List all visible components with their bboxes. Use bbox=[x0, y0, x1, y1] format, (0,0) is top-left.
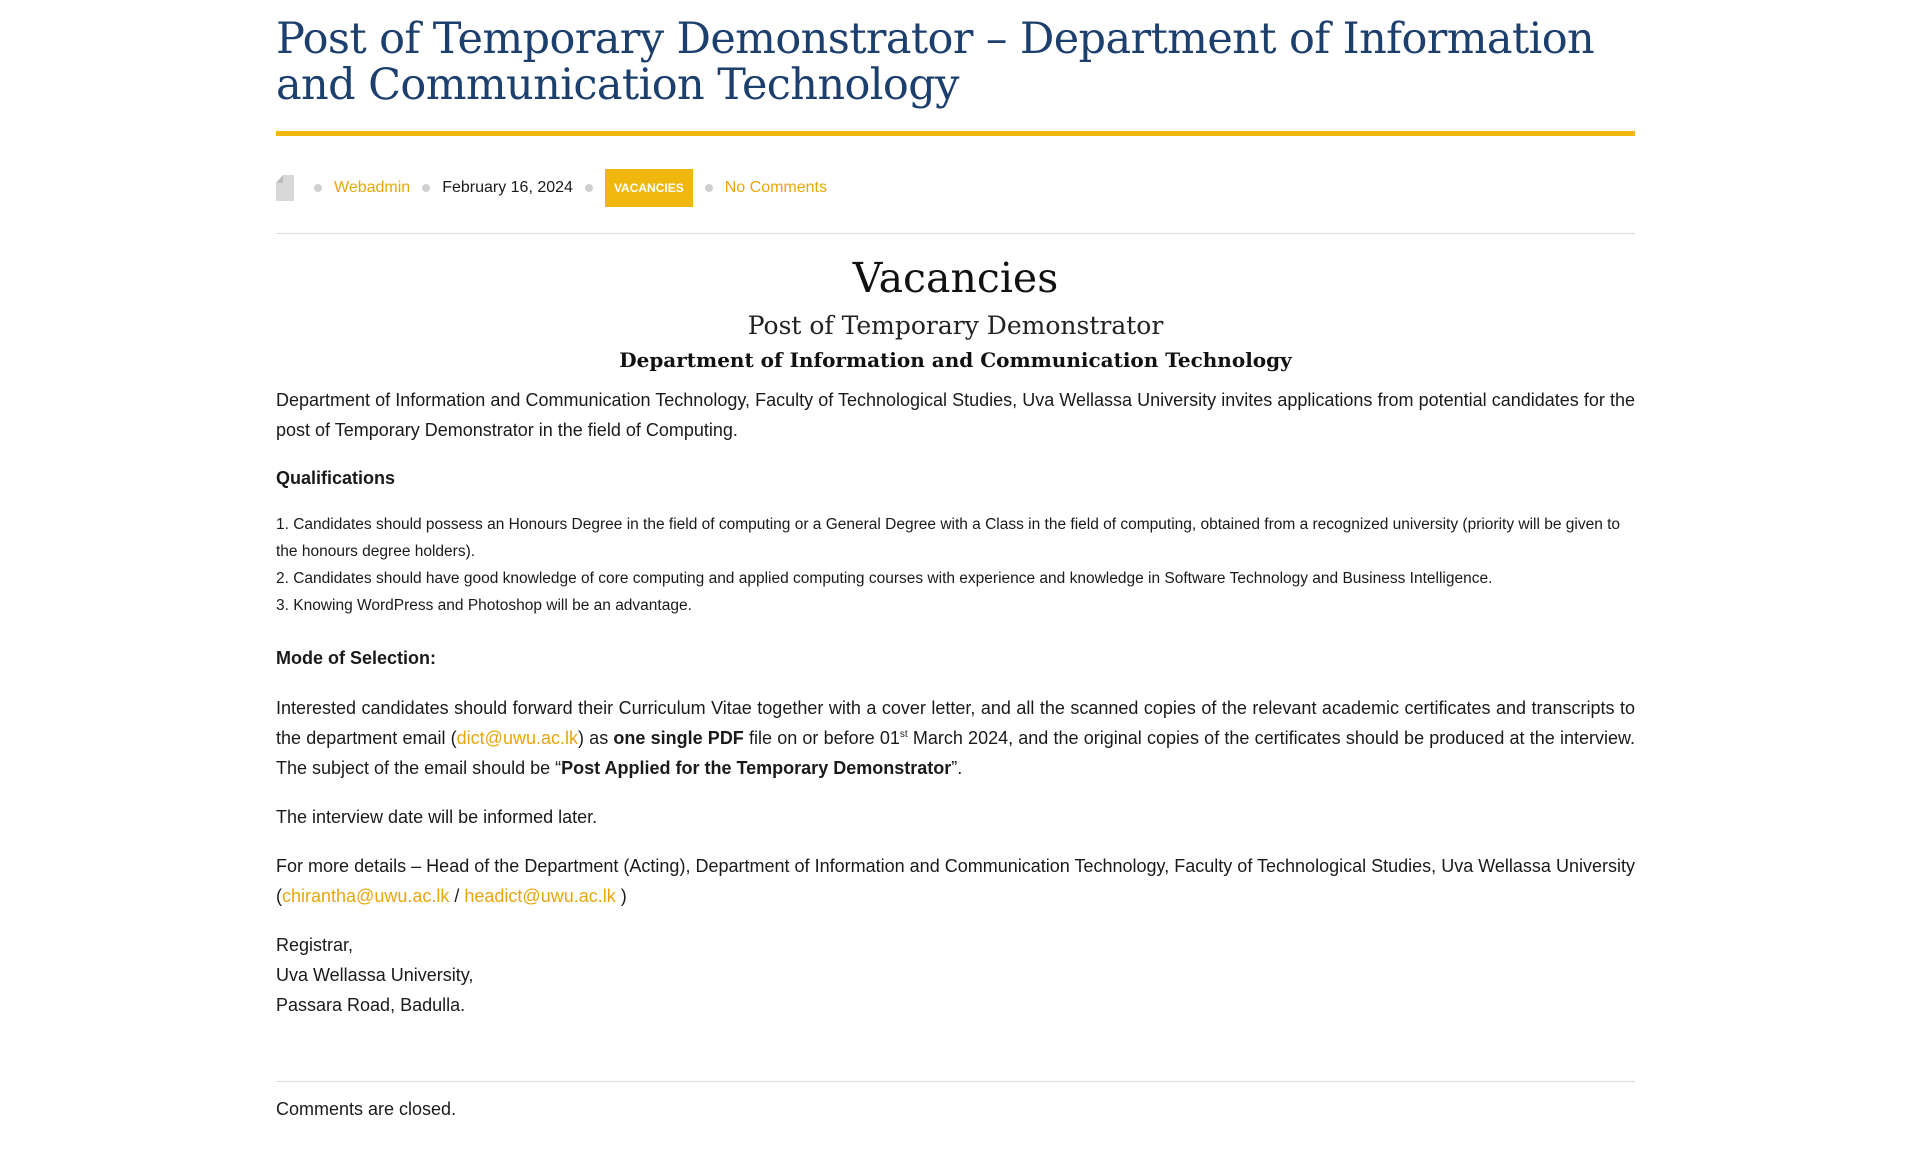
list-item: 1. Candidates should possess an Honours Degree in the field of computing or a General Degree with a Class in the field of computing, obtained from a recognized university (priority will be given to the honours degree holders). bbox=[276, 516, 1621, 560]
post-meta bbox=[276, 169, 1635, 207]
content-subheading: Post of Temporary Demonstrator bbox=[747, 311, 1164, 340]
address-line: Registrar, bbox=[276, 935, 354, 955]
meta-separator bbox=[705, 184, 713, 192]
address-line: Uva Wellassa University, bbox=[276, 965, 474, 985]
meta-separator bbox=[585, 184, 593, 192]
address-line: Passara Road, Badulla. bbox=[276, 995, 466, 1015]
registrar-address bbox=[276, 930, 1635, 1020]
department-heading: Department of Information and Communication Technology bbox=[619, 348, 1292, 372]
post-title: Post of Temporary Demonstrator – Department of Information and Communication Technology bbox=[276, 14, 1595, 110]
selection-paragraph: Interested candidates should forward their Curriculum Vitae together with a cover letter, and all the scanned copies of the relevant academic certificates and transcripts to the department email (dict@uwu.ac.lk) as one single PDF file on or before 01st March 2024, and the original copies of the certificates should be produced at the interview. The subject of the email should be “Post Applied for the Temporary Demonstrator”. bbox=[276, 698, 1635, 778]
list-item: 2. Candidates should have good knowledge of core computing and applied computing courses with experience and knowledge in Software Technology and Business Intelligence. bbox=[276, 570, 1493, 587]
mode-of-selection-heading: Mode of Selection: bbox=[276, 648, 437, 668]
comments-link[interactable]: No Comments bbox=[724, 179, 827, 196]
intro-paragraph: Department of Information and Communication Technology, Faculty of Technological Studies, Uva Wellassa University invites applications from potential candidates for the post of Temporary Demonstrator in the field of Computing. bbox=[276, 390, 1635, 440]
document-icon bbox=[276, 175, 294, 201]
category-badge[interactable]: VACANCIES bbox=[605, 169, 693, 207]
qualifications-heading: Qualifications bbox=[276, 468, 396, 488]
meta-separator bbox=[314, 184, 322, 192]
content-heading: Vacancies bbox=[852, 254, 1059, 302]
meta-separator bbox=[422, 184, 430, 192]
comments-divider bbox=[276, 1081, 1635, 1082]
list-item: 3. Knowing WordPress and Photoshop will be an advantage. bbox=[276, 597, 692, 614]
qualifications-list bbox=[276, 511, 1635, 619]
interview-note: The interview date will be informed later. bbox=[276, 807, 598, 827]
details-paragraph: For more details – Head of the Department (Acting), Department of Information and Communication Technology, Faculty of Technological Studies, Uva Wellassa University (chirantha@uwu.ac.lk / headict@uwu.ac.lk ) bbox=[276, 856, 1635, 906]
post-article bbox=[276, 0, 1635, 1124]
post-date: February 16, 2024 bbox=[442, 179, 573, 196]
contact-email-link[interactable]: headict@uwu.ac.lk bbox=[464, 886, 616, 906]
contact-email-link[interactable]: chirantha@uwu.ac.lk bbox=[282, 886, 450, 906]
dept-email-link[interactable]: dict@uwu.ac.lk bbox=[456, 728, 578, 748]
meta-divider bbox=[276, 233, 1635, 234]
comments-closed-text: Comments are closed. bbox=[276, 1099, 457, 1119]
title-underline bbox=[276, 131, 1635, 136]
author-link[interactable]: Webadmin bbox=[334, 179, 411, 196]
